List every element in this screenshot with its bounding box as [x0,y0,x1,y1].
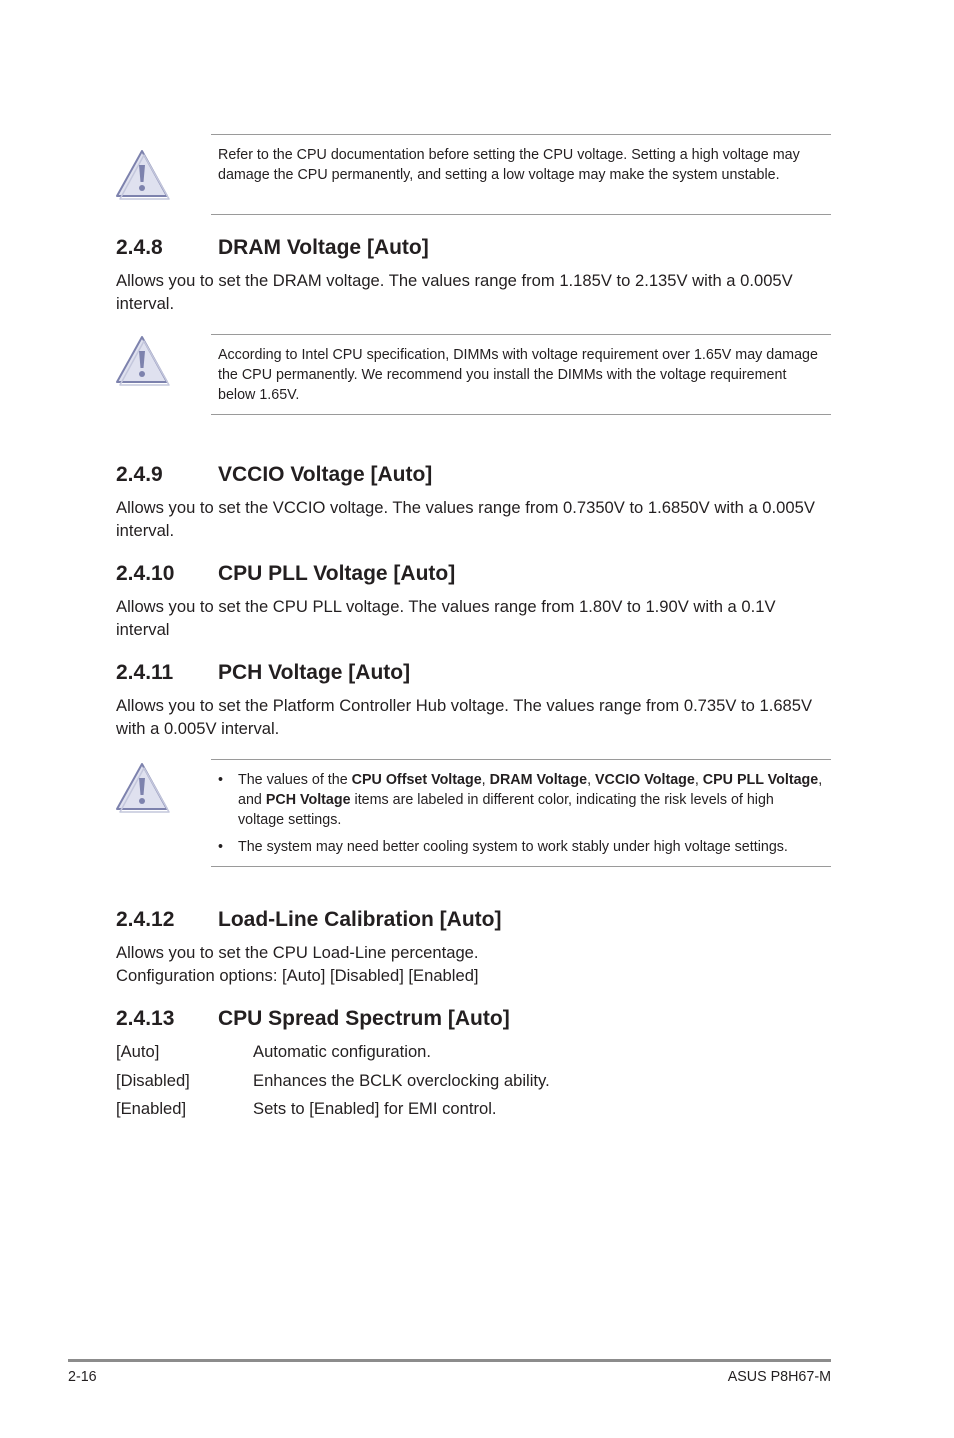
caution-bullet-item [218,837,823,857]
product-name: ASUS P8H67-M [727,1369,831,1385]
caution-top-rule [211,334,831,335]
section-title: PCH Voltage [Auto] [218,661,411,684]
section-number: 2.4.8 [116,236,163,259]
section-heading [116,235,429,261]
option-row [116,1069,550,1092]
option-key: [Auto] [116,1042,160,1061]
section-number: 2.4.10 [116,562,175,585]
section-body-line: Configuration options: [Auto] [Disabled] [Enabled] [116,966,479,985]
text-run: items are labeled in different color, indicating the risk levels of high voltage settings. [238,792,774,828]
option-row [116,1040,431,1063]
bold-term: PCH Voltage [265,792,351,808]
caution-text: According to Intel CPU specification, DIMMs with voltage requirement over 1.65V may damage the CPU permanently. We recommend you install the DIMMs with the voltage requirement below 1.65V. [218,347,818,403]
section-body: Allows you to set the VCCIO voltage. The values range from 0.7350V to 1.6850V with a 0.005V interval. [116,498,815,540]
text-run: , and [238,772,823,808]
warning-triangle-icon [114,148,170,200]
option-desc: Sets to [Enabled] for EMI control. [253,1099,497,1118]
section-heading [116,561,455,587]
warning-triangle-icon [114,761,170,813]
section-body: Allows you to set the CPU PLL voltage. The values range from 1.80V to 1.90V with a 0.1V interval [116,597,776,639]
section-body: Allows you to set the DRAM voltage. The values range from 1.185V to 2.135V with a 0.005V interval. [116,271,793,313]
option-desc: Enhances the BCLK overclocking ability. [253,1071,550,1090]
section-heading [116,1006,510,1032]
bold-term: VCCIO Voltage [595,772,695,788]
text-run: The values of the [238,772,352,788]
warning-triangle-icon [114,334,170,386]
bold-term: DRAM Voltage [489,772,588,788]
section-number: 2.4.11 [116,661,174,684]
section-title: CPU PLL Voltage [Auto] [218,562,456,585]
bullet-text: The system may need better cooling system to work stably under high voltage settings. [238,839,788,855]
bullet-text [238,770,823,830]
section-body-line: Allows you to set the CPU Load-Line percentage. [116,943,479,962]
caution-top-rule [211,759,831,760]
text-run: , [587,772,596,788]
section-heading [116,462,432,488]
option-row [116,1097,497,1120]
bold-term: CPU Offset Voltage [351,772,482,788]
section-number: 2.4.13 [116,1007,175,1030]
text-run: , [481,772,490,788]
section-title: DRAM Voltage [Auto] [218,236,429,259]
section-heading [116,907,501,933]
footer-rule [68,1359,831,1362]
bold-term: CPU PLL Voltage [702,772,819,788]
caution-bullet-item [218,770,823,830]
section-body: Allows you to set the Platform Controller Hub voltage. The values range from 0.735V to 1.685V with a 0.005V interval. [116,696,813,738]
text-run: , [694,772,703,788]
option-key: [Enabled] [116,1099,187,1118]
section-number: 2.4.12 [116,908,175,931]
caution-bottom-rule [211,414,831,415]
section-title: CPU Spread Spectrum [Auto] [218,1007,510,1030]
section-number: 2.4.9 [116,463,163,486]
option-key: [Disabled] [116,1071,190,1090]
section-title: VCCIO Voltage [Auto] [218,463,433,486]
section-heading [116,660,410,686]
page-number: 2-16 [68,1369,97,1385]
section-title: Load-Line Calibration [Auto] [218,908,502,931]
option-desc: Automatic configuration. [253,1042,432,1061]
caution-bottom-rule [211,214,831,215]
bullet-marker: • [218,772,224,788]
caution-text: Refer to the CPU documentation before setting the CPU voltage. Setting a high voltage may damage the CPU permanently, and setting a low voltage may make the system unstable. [218,147,800,183]
caution-top-rule [211,134,831,135]
bullet-marker: • [218,839,224,855]
caution-bottom-rule [211,866,831,867]
